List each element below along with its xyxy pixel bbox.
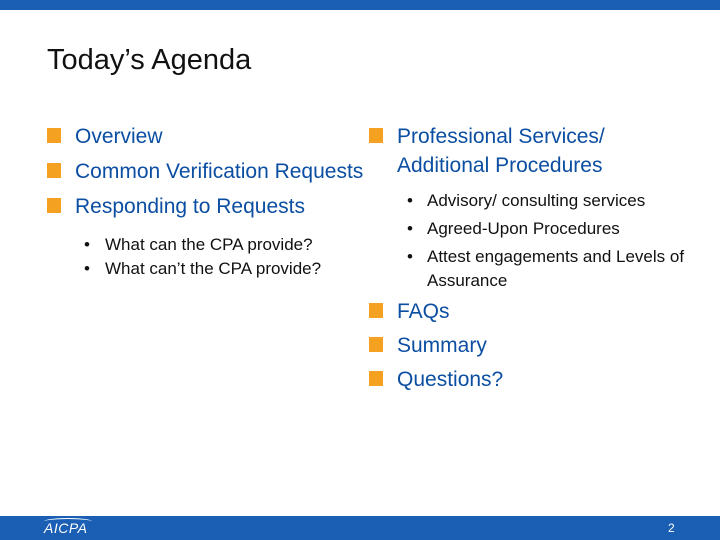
responding-subitems: [47, 233, 367, 281]
right-column: [369, 122, 699, 399]
left-column: [47, 122, 367, 281]
orange-square-bullet-icon: [369, 337, 383, 352]
agenda-item-professional-services: Professional Services/ Additional Procedures: [369, 122, 699, 180]
agenda-item-questions: Questions?: [369, 365, 699, 394]
bullet-dot-icon: •: [84, 235, 90, 254]
orange-square-bullet-icon: [369, 303, 383, 318]
logo-text: AICPA: [44, 520, 88, 536]
bullet-dot-icon: •: [407, 191, 413, 210]
aicpa-logo-icon: [44, 520, 87, 536]
subitem-attest-engagements: • Attest engagements and Levels of Assurance: [407, 247, 685, 290]
top-accent-bar: [0, 0, 720, 10]
agenda-item-responding-to-requests: Responding to Requests: [47, 192, 367, 221]
professional-subitems: [369, 189, 699, 293]
logo-swoosh: [44, 518, 92, 525]
bullet-dot-icon: •: [84, 259, 90, 278]
orange-square-bullet-icon: [47, 163, 61, 178]
subitem-agreed-upon-procedures: • Agreed-Upon Procedures: [369, 217, 699, 241]
bottom-accent-bar: [0, 516, 720, 540]
subitem-advisory-consulting: • Advisory/ consulting services: [369, 189, 699, 213]
page-number: 2: [668, 521, 675, 535]
bullet-dot-icon: •: [407, 247, 413, 266]
slide-title: Today’s Agenda: [47, 44, 252, 76]
orange-square-bullet-icon: [47, 198, 61, 213]
orange-square-bullet-icon: [369, 128, 383, 143]
orange-square-bullet-icon: [47, 128, 61, 143]
agenda-item-common-verification-requests: Common Verification Requests: [47, 157, 367, 186]
agenda-item-overview: Overview: [47, 122, 367, 151]
agenda-item-summary: Summary: [369, 331, 699, 360]
subitem-what-can-cpa-provide: • What can the CPA provide?: [47, 233, 367, 257]
orange-square-bullet-icon: [369, 371, 383, 386]
bullet-dot-icon: •: [407, 219, 413, 238]
agenda-item-faqs: FAQs: [369, 297, 699, 326]
subitem-what-cant-cpa-provide: • What can’t the CPA provide?: [47, 257, 367, 281]
